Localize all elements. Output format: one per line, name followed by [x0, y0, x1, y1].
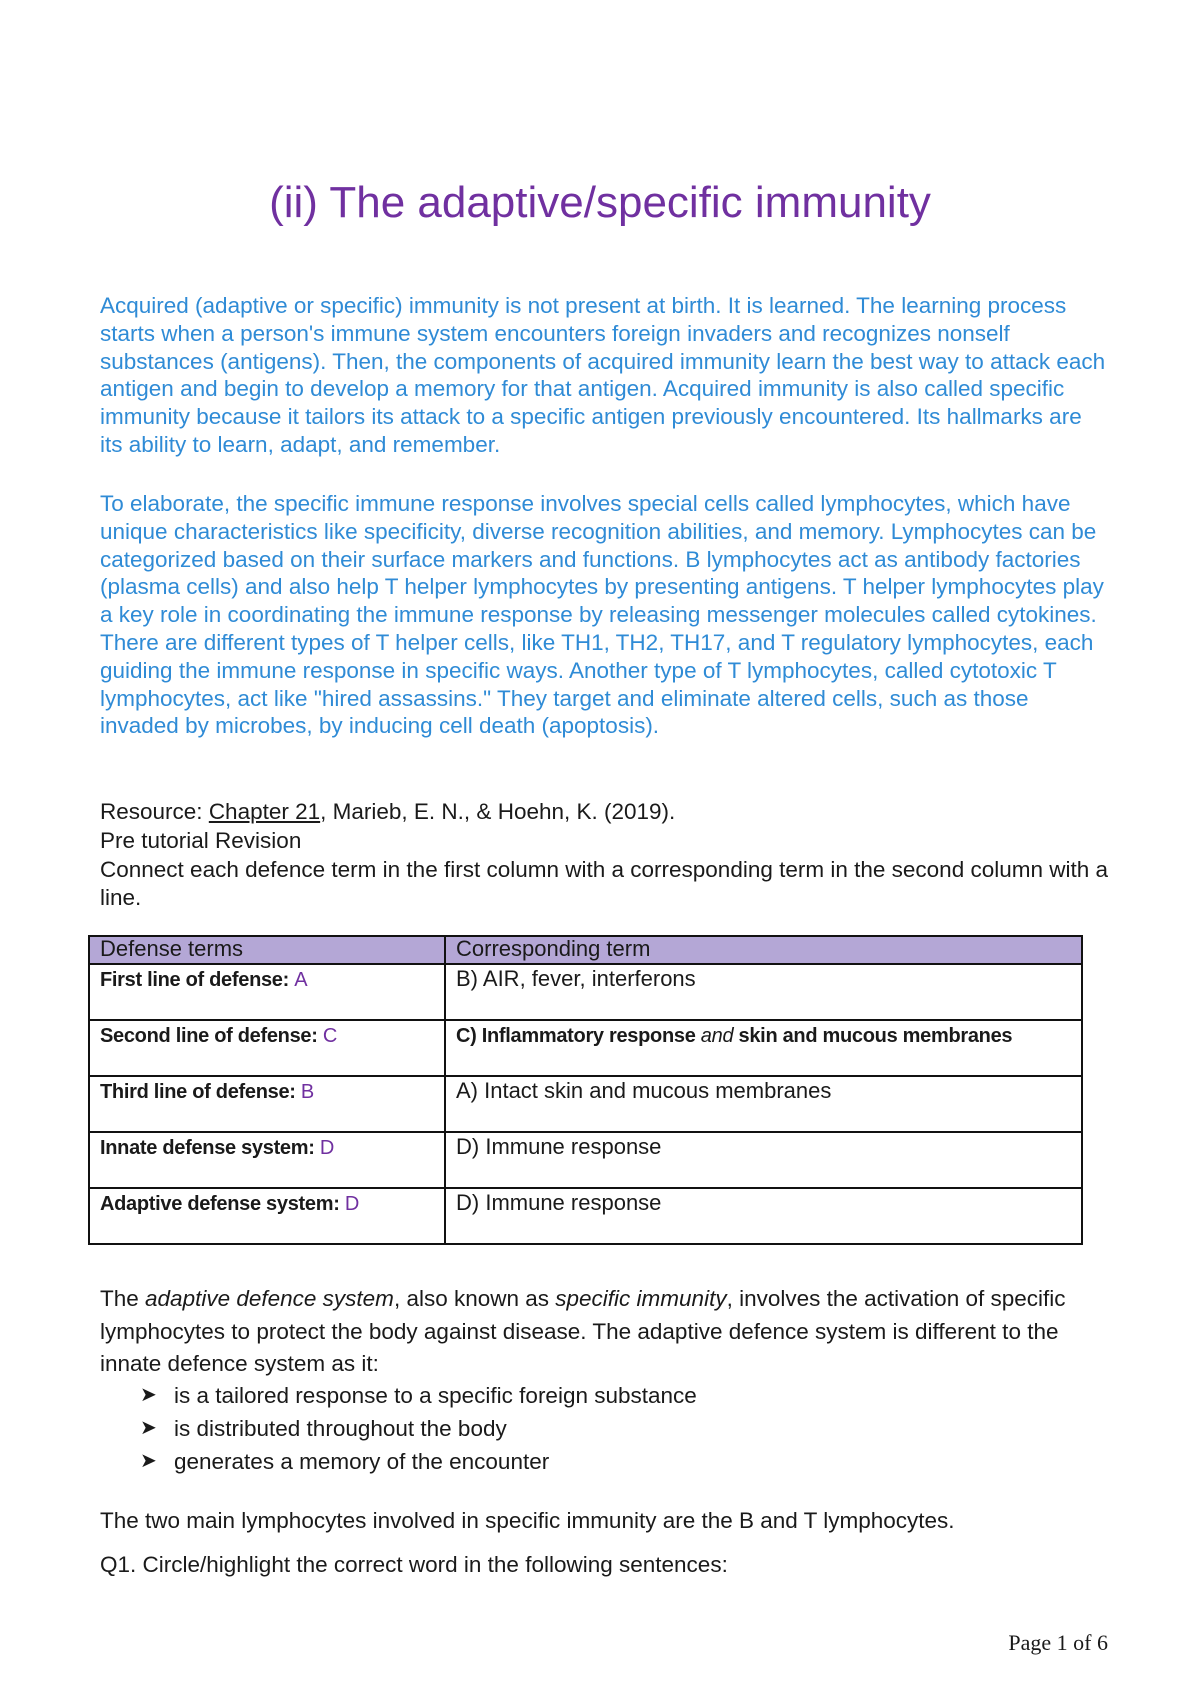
- corresponding-term-cell: D) Immune response: [445, 1188, 1082, 1244]
- defense-terms-table: [88, 935, 1083, 1245]
- pre-tutorial-heading: Pre tutorial Revision: [100, 828, 302, 853]
- defense-term-cell: Innate defense system: D: [89, 1132, 445, 1188]
- table-row: [89, 1076, 1082, 1132]
- defense-term-cell: Third line of defense: B: [89, 1076, 445, 1132]
- arrowhead-bullet-icon: ➤: [140, 1450, 157, 1472]
- main-lymphocytes-text: The two main lymphocytes involved in specific immunity are the B and T lymphocytes.: [100, 1508, 955, 1533]
- page-title: (ii) The adaptive/specific immunity: [269, 178, 931, 227]
- table-header-row: [89, 936, 1082, 964]
- list-item: ➤ is distributed throughout the body: [140, 1412, 697, 1445]
- page-number: Page 1 of 6: [1008, 1630, 1108, 1655]
- arrowhead-bullet-icon: ➤: [140, 1417, 157, 1439]
- resource-prefix: Resource:: [100, 799, 209, 824]
- intro-paragraph-1: Acquired (adaptive or specific) immunity is not present at birth. It is learned. The learning process starts when a person's immune system encounters foreign invaders and recognizes nonself substances (antigens). Then, the components of acquired immunity learn the best way to attack each antigen and begin to develop a memory for that antigen. Acquired immunity is also called specific immunity because it tailors its attack to a specific antigen previously encountered. Its hallmarks are its ability to learn, adapt, and remember.: [100, 293, 1106, 457]
- chapter-link[interactable]: Chapter 21: [208, 799, 321, 824]
- answer-letter: A: [294, 969, 308, 991]
- list-item: ➤ generates a memory of the encounter: [140, 1445, 697, 1478]
- adaptive-system-paragraph: The adaptive defence system, also known as specific immunity, involves the activation of specific lymphocytes to protect the body against disease. The adaptive defence system is different to the innate defence system as it:: [100, 1286, 1066, 1376]
- arrowhead-bullet-icon: ➤: [140, 1384, 157, 1406]
- resource-line: [100, 798, 1110, 825]
- corresponding-term-cell: A) Intact skin and mucous membranes: [445, 1076, 1082, 1132]
- defense-term-cell: Second line of defense: C: [89, 1020, 445, 1076]
- header-corresponding-term: Corresponding term: [445, 936, 1082, 964]
- defense-term-cell: First line of defense: A: [89, 964, 445, 1020]
- corresponding-term-cell: C) Inflammatory response and skin and mucous membranes: [445, 1020, 1082, 1076]
- answer-letter: B: [300, 1081, 314, 1103]
- answer-letter: C: [322, 1025, 337, 1047]
- table-row: [89, 1132, 1082, 1188]
- corresponding-term-cell: B) AIR, fever, interferons: [445, 964, 1082, 1020]
- instruction-text: Connect each defence term in the first column with a corresponding term in the second column with a line.: [100, 857, 1109, 910]
- corresponding-term-cell: D) Immune response: [445, 1132, 1082, 1188]
- defense-term-cell: Adaptive defense system: D: [89, 1188, 445, 1244]
- answer-letter: D: [319, 1137, 335, 1159]
- table-row: [89, 1188, 1082, 1244]
- intro-paragraph-2: To elaborate, the specific immune response involves special cells called lymphocytes, which have unique characteristics like specificity, diverse recognition abilities, and memory. Lymphocytes can be categorized based on their surface markers and functions. B lymphocytes act as antibody factories (plasma cells) and also help T helper lymphocytes by presenting antigens. T helper lymphocytes play a key role in coordinating the immune response by releasing messenger molecules called cytokines. There are different types of T helper cells, like TH1, TH2, TH17, and T regulatory lymphocytes, each guiding the immune response in specific ways. Another type of T lymphocytes, called cytotoxic T lymphocytes, act like "hired assassins." They target and eliminate altered cells, such as those invaded by microbes, by inducing cell death (apoptosis).: [100, 491, 1104, 739]
- resource-citation: , Marieb, E. N., & Hoehn, K. (2019).: [320, 799, 676, 824]
- question-1: Q1. Circle/highlight the correct word in the following sentences:: [100, 1552, 728, 1577]
- table-row: [89, 1020, 1082, 1076]
- table-row: [89, 964, 1082, 1020]
- list-item: ➤ is a tailored response to a specific foreign substance: [140, 1379, 697, 1412]
- header-defense-terms: Defense terms: [89, 936, 445, 964]
- answer-letter: D: [344, 1193, 359, 1215]
- adaptive-features-list: [140, 1379, 697, 1478]
